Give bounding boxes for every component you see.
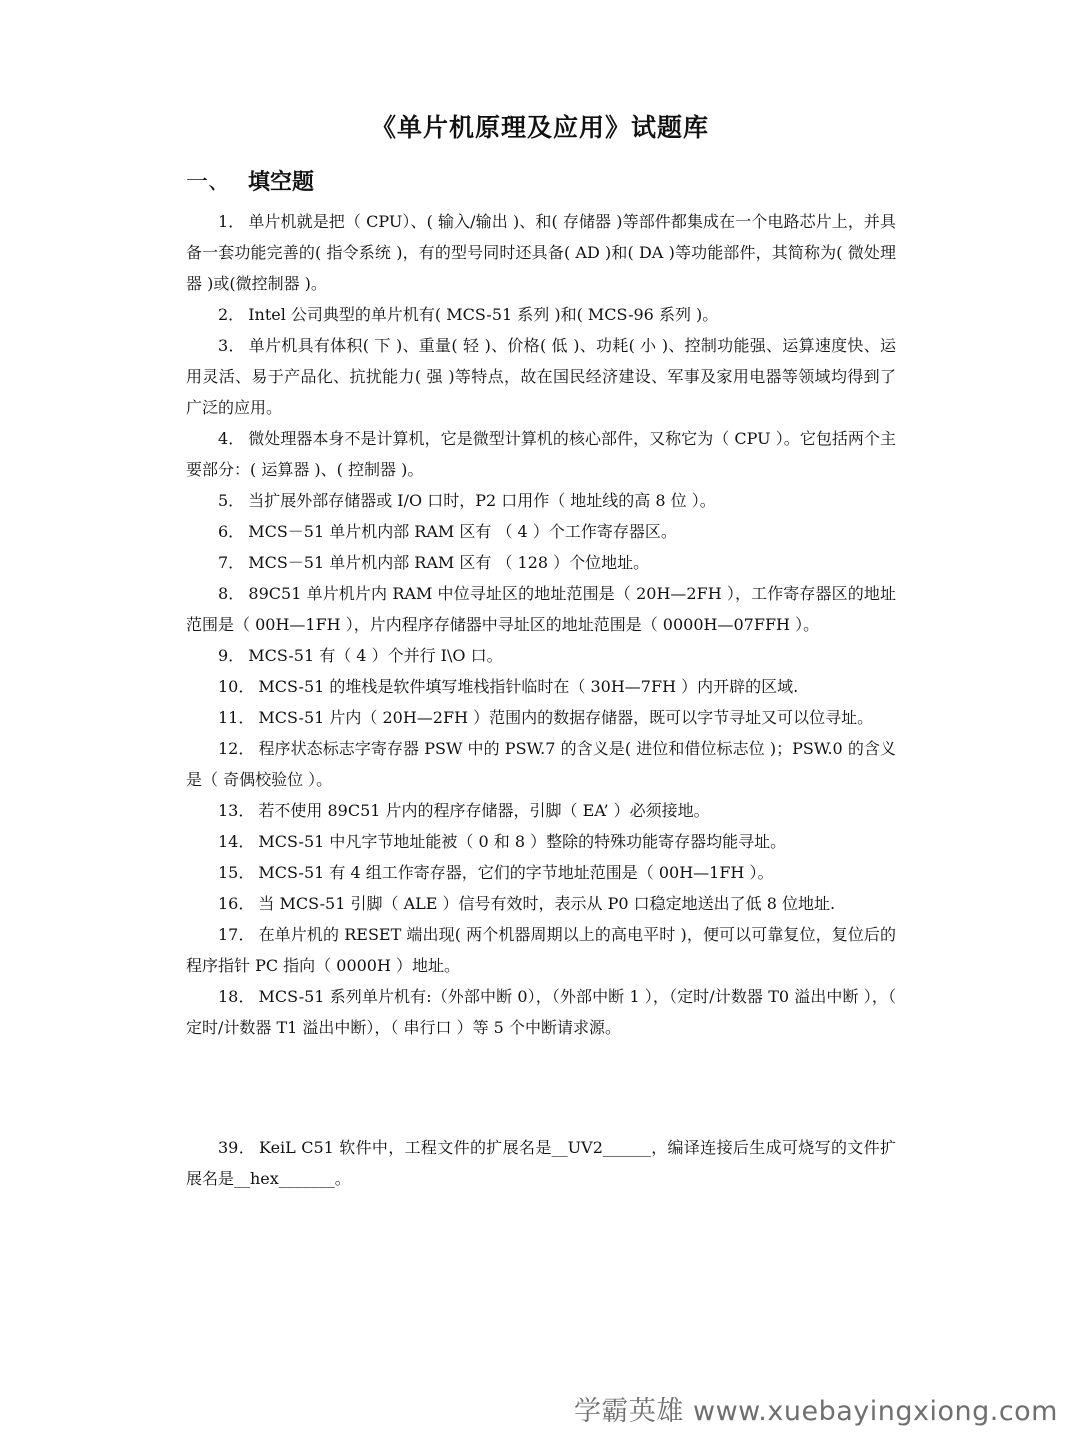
- question-item: [186, 857, 896, 888]
- question-item: [186, 671, 896, 702]
- question-number: 5．: [218, 491, 245, 510]
- question-item: [186, 299, 896, 330]
- section-number: 一、: [186, 170, 231, 195]
- question-text: 89C51 单片机片内 RAM 中位寻址区的地址范围是（ 20H—2FH ），工作寄存器区的地址范围是（ 00H—1FH ），片内程序存储器中寻址区的地址范围是（ 0000H—07FFH ）。: [186, 584, 896, 634]
- question-number: 2．: [218, 305, 245, 324]
- question-text: Intel 公司典型的单片机有( MCS-51 系列 )和( MCS-96 系列 )。: [248, 305, 719, 324]
- question-text: 程序状态标志字寄存器 PSW 中的 PSW.7 的含义是( 进位和借位标志位 )；PSW.0 的含义是（ 奇偶校验位 ）。: [186, 739, 896, 789]
- question-number: 6．: [218, 522, 245, 541]
- question-text: MCS－51 单片机内部 RAM 区有 （ 4 ）个工作寄存器区。: [248, 522, 677, 541]
- question-number: 39．: [218, 1138, 256, 1157]
- question-item: [186, 888, 896, 919]
- site-watermark: 学霸英雄 www.xuebayingxiong.com: [573, 1396, 1058, 1427]
- question-number: 8．: [218, 584, 245, 603]
- question-number: 18．: [218, 987, 255, 1006]
- question-text: MCS-51 有（ 4 ）个并行 I\O 口。: [248, 646, 503, 665]
- question-text: MCS-51 的堆栈是软件填写堆栈指针临时在（ 30H—7FH ）内开辟的区域.: [258, 677, 799, 696]
- question-item: [186, 919, 896, 981]
- question-text: 单片机就是把（ CPU）、( 输入/输出 )、和( 存储器 )等部件都集成在一个电路芯片上，并具备一套功能完善的( 指令系统 )，有的型号同时还具备( AD )和( DA )等功能部件，其简称为( 微处理器 )或(微控制器 )。: [186, 212, 896, 293]
- question-item: [186, 578, 896, 640]
- question-item: [186, 547, 896, 578]
- question-number: 17．: [218, 925, 255, 944]
- document-title: 《单片机原理及应用》试题库: [370, 113, 709, 142]
- question-item: [186, 330, 896, 423]
- question-number: 11．: [218, 708, 255, 727]
- question-number: 14．: [218, 832, 255, 851]
- question-number: 4．: [218, 429, 245, 448]
- question-number: 13．: [218, 801, 255, 820]
- question-number: 10．: [218, 677, 255, 696]
- section-title: 填空题: [248, 169, 315, 195]
- question-item: [186, 795, 896, 826]
- question-number: 3．: [218, 336, 245, 355]
- question-item: [186, 423, 896, 485]
- question-text: MCS-51 有 4 组工作寄存器，它们的字节地址范围是（ 00H—1FH ）。: [258, 863, 774, 882]
- question-text: 在单片机的 RESET 端出现( 两个机器周期以上的高电平时 )，便可以可靠复位，复位后的程序指针 PC 指向（ 0000H ）地址。: [186, 925, 896, 975]
- question-text: MCS-51 系列单片机有:（外部中断 0），（外部中断 1 ），（定时/计数器 T0 溢出中断 ），（ 定时/计数器 T1 溢出中断），（ 串行口 ）等 5 个中断请求源。: [186, 987, 896, 1037]
- question-text: 当扩展外部存储器或 I/O 口时，P2 口用作（ 地址线的高 8 位 ）。: [248, 491, 716, 510]
- question-item: [186, 640, 896, 671]
- question-item: [186, 1132, 896, 1194]
- question-number: 16．: [218, 894, 255, 913]
- question-number: 12．: [218, 739, 255, 758]
- question-number: 9．: [218, 646, 245, 665]
- question-item: [186, 485, 896, 516]
- question-item: [186, 516, 896, 547]
- question-text: 微处理器本身不是计算机，它是微型计算机的核心部件，又称它为（ CPU ）。它包括两个主要部分：( 运算器 )、( 控制器 )。: [186, 429, 896, 479]
- question-number: 1．: [218, 212, 245, 231]
- question-text: 当 MCS-51 引脚（ ALE ）信号有效时，表示从 P0 口稳定地送出了低 8 位地址.: [258, 894, 836, 913]
- question-item: [186, 702, 896, 733]
- question-text: MCS-51 中凡字节地址能被（ 0 和 8 ）整除的特殊功能寄存器均能寻址。: [258, 832, 787, 851]
- question-text: KeiL C51 软件中，工程文件的扩展名是__UV2______，编译连接后生成可烧写的文件扩展名是__hex_______。: [186, 1138, 896, 1188]
- question-text: MCS－51 单片机内部 RAM 区有 （ 128 ）个位地址。: [248, 553, 650, 572]
- question-item: [186, 826, 896, 857]
- question-text: 若不使用 89C51 片内的程序存储器，引脚（ EA’ ）必须接地。: [258, 801, 710, 820]
- question-item: [186, 981, 896, 1043]
- question-item: [186, 206, 896, 299]
- question-list: [186, 206, 896, 1194]
- question-number: 7．: [218, 553, 245, 572]
- question-number: 15．: [218, 863, 255, 882]
- question-text: 单片机具有体积( 下 )、重量( 轻 )、价格( 低 )、功耗( 小 )、控制功能强、运算速度快、运用灵活、易于产品化、抗扰能力( 强 )等特点，故在国民经济建设、军事及家用电器等领域均得到了广泛的应用。: [186, 336, 896, 417]
- question-text: MCS-51 片内（ 20H—2FH ）范围内的数据存储器，既可以字节寻址又可以位寻址。: [258, 708, 874, 727]
- section-heading: [186, 165, 314, 196]
- question-item: [186, 733, 896, 795]
